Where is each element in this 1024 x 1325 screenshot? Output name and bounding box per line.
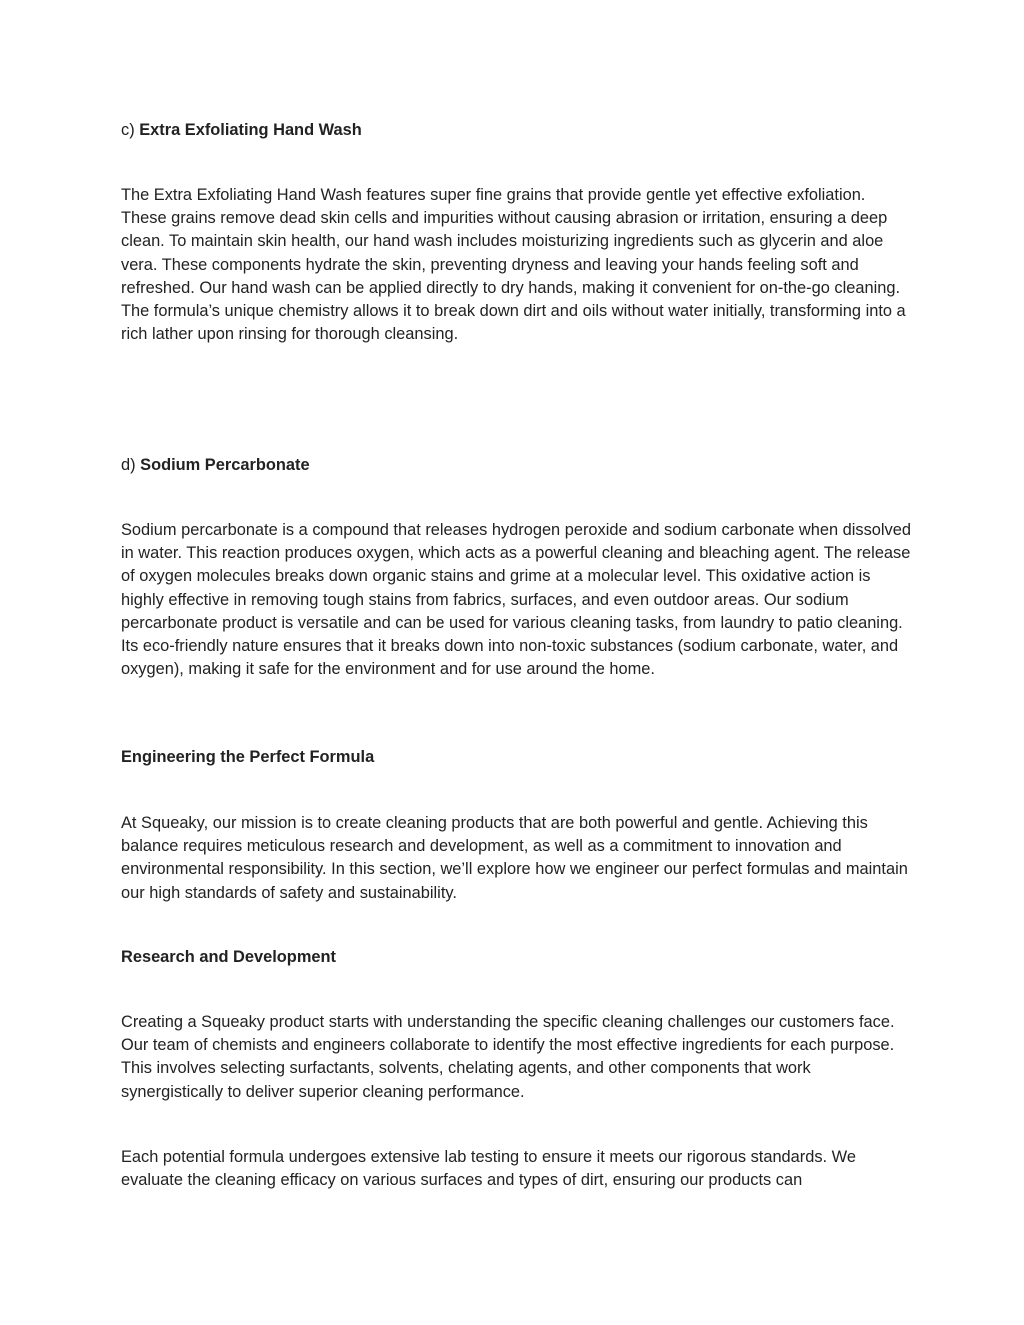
section-body-sodium-percarbonate: Sodium percarbonate is a compound that releases hydrogen peroxide and sodium carbonate when dissolved in water. This reaction produces oxygen, which acts as a powerful cleaning and bleaching agent. The release of oxygen molecules breaks down organic stains and grime at a molecular level. This oxidative action is highly effective in removing tough stains from fabrics, surfaces, and even outdoor areas. Our sodium percarbonate product is versatile and can be used for various cleaning tasks, from laundry to patio cleaning. Its eco-friendly nature ensures that it breaks down into non-toxic substances (sodium carbonate, water, and oxygen), making it safe for the environment and for use around the home. — [121, 521, 911, 679]
section-body-hand-wash: The Extra Exfoliating Hand Wash features super fine grains that provide gentle yet effective exfoliation. These grains remove dead skin cells and impurities without causing abrasion or irritation, ensuring a deep clean. To maintain skin health, our hand wash includes moisturizing ingredients such as glycerin and aloe vera. These components hydrate the skin, preventing dryness and leaving your hands feeling soft and refreshed. Our hand wash can be applied directly to dry hands, making it convenient for on-the-go cleaning. The formula’s unique chemistry allows it to break down dirt and oils without water initially, transforming into a rich lather upon rinsing for thorough cleansing. — [121, 186, 906, 344]
section-heading-sodium-percarbonate — [121, 454, 911, 477]
section-prefix: c) — [121, 121, 140, 139]
section-body-research-continued: Each potential formula undergoes extensive lab testing to ensure it meets our rigorous standards. We evaluate the cleaning efficacy on various surfaces and types of dirt, ensuring our products can — [121, 1148, 856, 1190]
section-heading-engineering: Engineering the Perfect Formula — [121, 748, 375, 766]
section-title: Sodium Percarbonate — [140, 456, 310, 474]
section-body-engineering: At Squeaky, our mission is to create cleaning products that are both powerful and gentle. Achieving this balance requires meticulous research and development, as well as a commitment to innovation and environmental responsibility. In this section, we’ll explore how we engineer our perfect formulas and maintain our high standards of safety and sustainability. — [121, 814, 908, 902]
section-heading-research: Research and Development — [121, 948, 336, 966]
section-prefix: d) — [121, 456, 141, 474]
section-body-research: Creating a Squeaky product starts with understanding the specific cleaning challenges our customers face. Our team of chemists and engineers collaborate to identify the most effective ingredients for each purpose. This involves selecting surfactants, solvents, chelating agents, and other components that work synergistically to deliver superior cleaning performance. — [121, 1013, 895, 1101]
section-title: Extra Exfoliating Hand Wash — [139, 121, 362, 139]
section-heading-hand-wash — [121, 119, 911, 142]
